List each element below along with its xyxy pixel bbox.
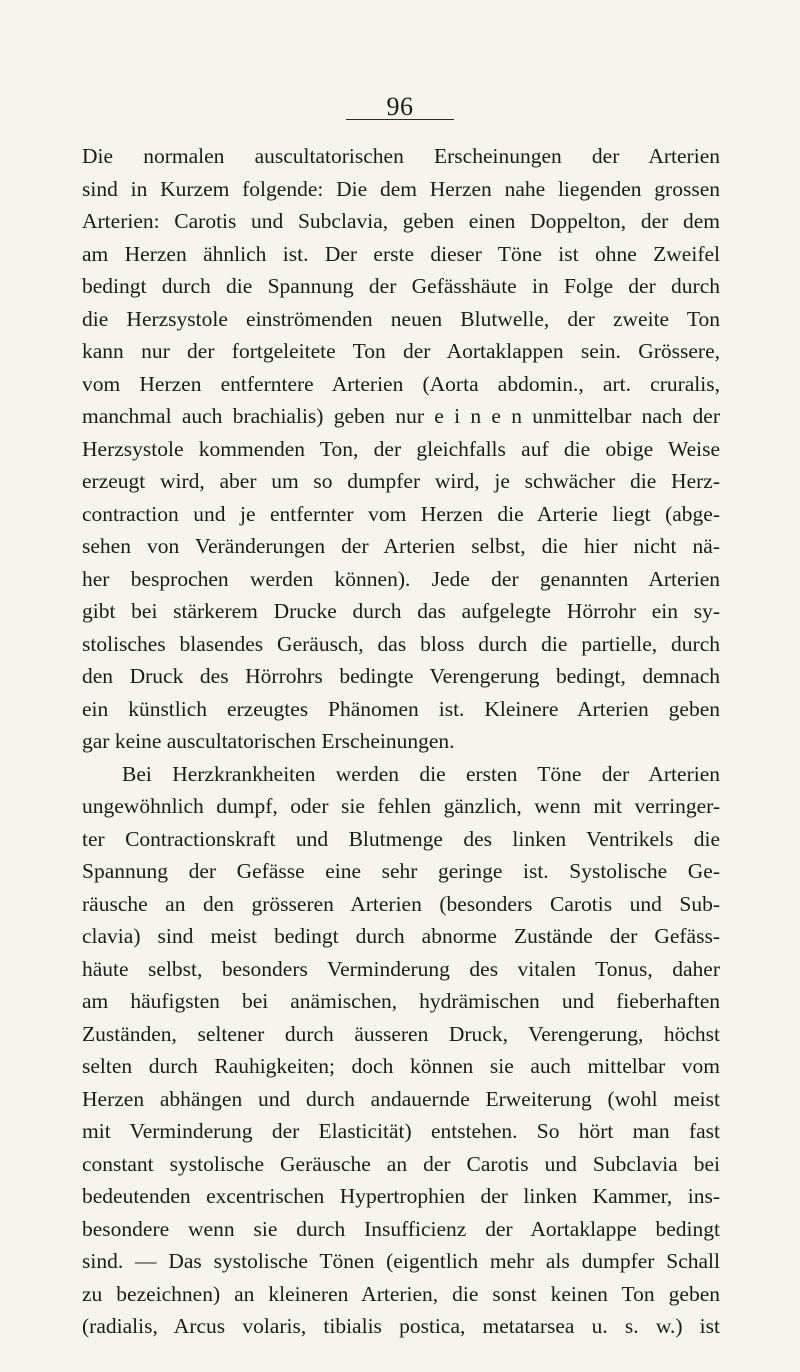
text-line: her besprochen werden können). Jede der genannten Arterien — [82, 566, 720, 591]
text-line: Herzsystole kommenden Ton, der gleichfalls auf die obige Weise — [82, 436, 720, 461]
text-line: den Druck des Hörrohrs bedingte Verengerung bedingt, demnach — [82, 664, 720, 688]
text-line: gibt bei stärkerem Drucke durch das aufgelegte Hörrohr ein sy- — [82, 599, 720, 623]
text-line: contraction und je entfernter vom Herzen die Arterie liegt (abge- — [82, 501, 720, 526]
text-line: die Herzsystole einströmenden neuen Blutwelle, der zweite Ton — [82, 306, 720, 331]
text-line: selten durch Rauhigkeiten; doch können sie auch mittelbar vom — [82, 1054, 720, 1078]
text-line: Die normalen auscultatorischen Erscheinungen der Arterien — [82, 144, 720, 168]
text-line: vom Herzen entferntere Arterien (Aorta abdomin., art. cruralis, — [82, 371, 720, 396]
text-line: bedingt durch die Spannung der Gefässhäute in Folge der durch — [82, 274, 720, 298]
text-line: (radialis, Arcus volaris, tibialis postica, metatarsea u. s. w.) ist — [82, 1314, 720, 1338]
text-line: Zuständen, seltener durch äusseren Druck, Verengerung, höchst — [82, 1021, 720, 1046]
text-line: manchmal auch brachialis) geben nur e i n e n unmittelbar nach der — [82, 404, 720, 428]
text-line: Herzen abhängen und durch andauernde Erweiterung (wohl meist — [82, 1086, 720, 1111]
text-line: Spannung der Gefässe eine sehr geringe ist. Systolische Ge- — [82, 859, 720, 883]
text-line: kann nur der fortgeleitete Ton der Aortaklappen sein. Grössere, — [82, 339, 720, 363]
text-line: sind. — Das systolische Tönen (eigentlich mehr als dumpfer Schall — [82, 1249, 720, 1273]
text-line: häute selbst, besonders Verminderung des vitalen Tonus, daher — [82, 956, 720, 981]
text-line: stolisches blasendes Geräusch, das bloss durch die partielle, durch — [82, 631, 720, 656]
text-line: sehen von Veränderungen der Arterien selbst, die hier nicht nä- — [82, 534, 720, 558]
text-line: besondere wenn sie durch Insufficienz der Aortaklappe bedingt — [82, 1216, 720, 1241]
page-number-rule — [346, 119, 454, 120]
text-line: zu bezeichnen) an kleineren Arterien, die sonst keinen Ton geben — [82, 1281, 720, 1306]
text-line: ungewöhnlich dumpf, oder sie fehlen gänzlich, wenn mit verringer- — [82, 794, 720, 818]
text-line: ein künstlich erzeugtes Phänomen ist. Kleinere Arterien geben — [82, 696, 720, 721]
text-line: clavia) sind meist bedingt durch abnorme Zustände der Gefäss- — [82, 924, 720, 948]
text-line: räusche an den grösseren Arterien (besonders Carotis und Sub- — [82, 891, 720, 916]
text-line: constant systolische Geräusche an der Carotis und Subclavia bei — [82, 1151, 720, 1176]
page-number: 96 — [386, 92, 414, 121]
text-line: ter Contractionskraft und Blutmenge des linken Ventrikels die — [82, 826, 720, 851]
text-line: am häufigsten bei anämischen, hydrämischen und fieberhaften — [82, 989, 720, 1013]
text-line: erzeugt wird, aber um so dumpfer wird, je schwächer die Herz- — [82, 469, 720, 493]
text-line: mit Verminderung der Elasticität) entstehen. So hört man fast — [82, 1119, 720, 1143]
text-line: gar keine auscultatorischen Erscheinungen. — [82, 729, 455, 753]
text-line: Arterien: Carotis und Subclavia, geben einen Doppelton, der dem — [82, 209, 720, 233]
text-line: Bei Herzkrankheiten werden die ersten Töne der Arterien — [122, 761, 720, 786]
text-line: bedeutenden excentrischen Hypertrophien der linken Kammer, ins- — [82, 1184, 720, 1208]
text-line: am Herzen ähnlich ist. Der erste dieser Töne ist ohne Zweifel — [82, 241, 720, 266]
text-line: sind in Kurzem folgende: Die dem Herzen nahe liegenden grossen — [82, 176, 720, 201]
body-text — [82, 140, 720, 1343]
